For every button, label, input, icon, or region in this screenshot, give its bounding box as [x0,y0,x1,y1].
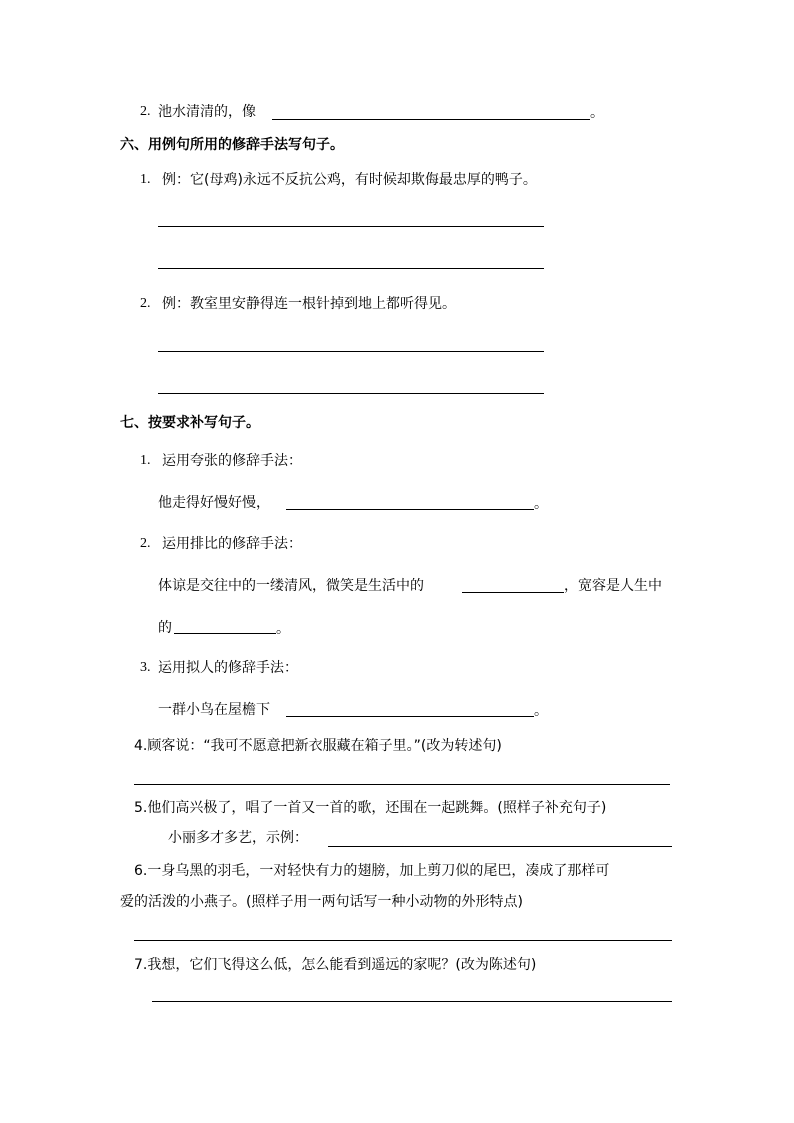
item-number: 2. [140,536,151,551]
question-text: 运用夸张的修辞手法： [162,453,302,469]
sentence-stem: 的 [158,620,172,636]
item-number: 1. [140,172,151,187]
period: 。 [534,703,548,719]
period: 。 [276,621,290,637]
item-number: 2. [140,104,151,119]
question-text: 爱的活泼的小燕子。(照样子用一两句话写一种小动物的外形特点) [120,894,523,910]
section-title: 七、按要求补写句子。 [120,415,260,431]
sentence-stem: 他走得好慢好慢， [158,495,270,511]
sentence-stem: ，宽容是人生中 [564,578,662,594]
sentence-stem: 一群小鸟在屋檐下 [158,702,270,718]
question-text: 例：教室里安静得连一根针掉到地上都听得见。 [162,296,456,312]
sentence-stem: 体谅是交往中的一缕清风，微笑是生活中的 [158,578,424,594]
answer-line[interactable] [134,940,672,941]
answer-line[interactable] [174,633,276,634]
question-text: 例：它(母鸡)永远不反抗公鸡，有时候却欺侮最忠厚的鸭子。 [162,172,537,188]
question-text: 4.顾客说：“我可不愿意把新衣服藏在箱子里。”(改为转述句) [134,738,502,754]
question-text: 运用拟人的修辞手法： [158,660,298,676]
period: 。 [534,496,548,512]
answer-line[interactable] [286,509,534,510]
item-number: 1. [140,453,151,468]
answer-line[interactable] [158,351,544,352]
question-text: 7.我想，它们飞得这么低，怎么能看到遥远的家呢？(改为陈述句) [134,957,537,973]
answer-line[interactable] [158,393,544,394]
item-number: 3. [140,660,151,675]
section-title: 六、用例句所用的修辞手法写句子。 [120,137,344,153]
question-text: 池水清清的，像 [158,104,256,120]
answer-line[interactable] [286,716,534,717]
answer-line[interactable] [158,226,544,227]
answer-line[interactable] [134,784,670,785]
answer-line[interactable] [152,1001,672,1002]
period: 。 [590,105,604,121]
answer-line[interactable] [272,119,590,120]
answer-line[interactable] [328,846,672,847]
question-text: 5.他们高兴极了，唱了一首又一首的歌，还围在一起跳舞。(照样子补充句子) [134,800,607,816]
sentence-stem: 小丽多才多艺，示例： [168,830,308,846]
question-text: 运用排比的修辞手法： [162,536,302,552]
question-text: 6.一身乌黑的羽毛，一对轻快有力的翅膀，加上剪刀似的尾巴，凑成了那样可 [134,863,610,879]
answer-line[interactable] [158,268,544,269]
answer-line[interactable] [462,592,564,593]
item-number: 2. [140,296,151,311]
